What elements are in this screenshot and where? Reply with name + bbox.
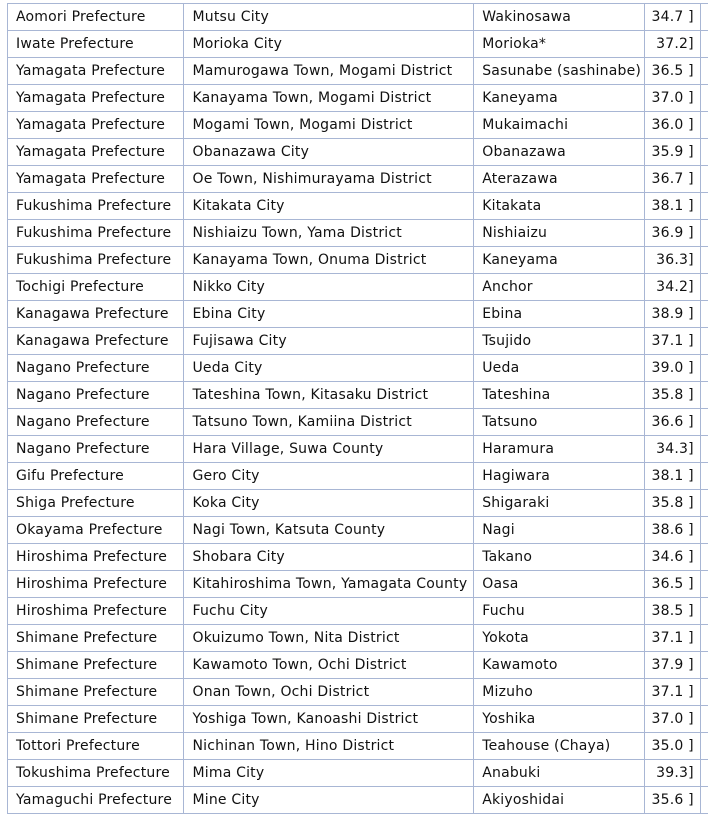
station-cell: Fuchu (474, 598, 645, 625)
temperature-cell: 38.5 ] (645, 598, 701, 625)
station-cell: Aterazawa (474, 166, 645, 193)
temperature-cell: 37.9 ] (645, 652, 701, 679)
municipality-cell: Kanayama Town, Mogami District (184, 85, 474, 112)
table-row (8, 247, 708, 274)
prefecture-cell: Tottori Prefecture (8, 733, 184, 760)
table-body (8, 4, 708, 814)
station-cell: Kaneyama (474, 85, 645, 112)
municipality-cell: Tatsuno Town, Kamiina District (184, 409, 474, 436)
table-row (8, 409, 708, 436)
table-row (8, 598, 708, 625)
temperature-cell: 35.9 ] (645, 139, 701, 166)
temperature-cell: 38.6 ] (645, 517, 701, 544)
table-row (8, 31, 708, 58)
trailing-cell (700, 463, 708, 490)
trailing-cell (700, 139, 708, 166)
temperature-cell: 34.3] (645, 436, 701, 463)
trailing-cell (700, 355, 708, 382)
table-row (8, 274, 708, 301)
prefecture-cell: Shimane Prefecture (8, 652, 184, 679)
prefecture-cell: Gifu Prefecture (8, 463, 184, 490)
table-row (8, 220, 708, 247)
table-row (8, 679, 708, 706)
station-cell: Tatsuno (474, 409, 645, 436)
table-row (8, 301, 708, 328)
municipality-cell: Mima City (184, 760, 474, 787)
table-row (8, 58, 708, 85)
trailing-cell (700, 247, 708, 274)
station-cell: Tsujido (474, 328, 645, 355)
station-cell: Tateshina (474, 382, 645, 409)
prefecture-cell: Shiga Prefecture (8, 490, 184, 517)
station-cell: Kawamoto (474, 652, 645, 679)
table-row (8, 625, 708, 652)
table-row (8, 193, 708, 220)
station-cell: Hagiwara (474, 463, 645, 490)
trailing-cell (700, 760, 708, 787)
station-cell: Haramura (474, 436, 645, 463)
temperature-cell: 36.3] (645, 247, 701, 274)
prefecture-cell: Aomori Prefecture (8, 4, 184, 31)
table-row (8, 112, 708, 139)
trailing-cell (700, 166, 708, 193)
prefecture-cell: Hiroshima Prefecture (8, 544, 184, 571)
municipality-cell: Mogami Town, Mogami District (184, 112, 474, 139)
station-cell: Kitakata (474, 193, 645, 220)
temperature-cell: 38.9 ] (645, 301, 701, 328)
station-cell: Anchor (474, 274, 645, 301)
temperature-cell: 36.0 ] (645, 112, 701, 139)
temperature-cell: 36.9 ] (645, 220, 701, 247)
station-cell: Wakinosawa (474, 4, 645, 31)
municipality-cell: Kitahiroshima Town, Yamagata County (184, 571, 474, 598)
municipality-cell: Hara Village, Suwa County (184, 436, 474, 463)
municipality-cell: Nishiaizu Town, Yama District (184, 220, 474, 247)
temperature-cell: 36.5 ] (645, 58, 701, 85)
municipality-cell: Onan Town, Ochi District (184, 679, 474, 706)
municipality-cell: Nichinan Town, Hino District (184, 733, 474, 760)
table-row (8, 328, 708, 355)
temperature-cell: 36.6 ] (645, 409, 701, 436)
prefecture-cell: Nagano Prefecture (8, 409, 184, 436)
municipality-cell: Fujisawa City (184, 328, 474, 355)
municipality-cell: Yoshiga Town, Kanoashi District (184, 706, 474, 733)
prefecture-cell: Yamagata Prefecture (8, 85, 184, 112)
prefecture-cell: Hiroshima Prefecture (8, 598, 184, 625)
temperature-cell: 35.6 ] (645, 787, 701, 814)
temperature-cell: 39.0 ] (645, 355, 701, 382)
table-row (8, 382, 708, 409)
table-row (8, 4, 708, 31)
trailing-cell (700, 598, 708, 625)
municipality-cell: Mine City (184, 787, 474, 814)
temperature-cell: 38.1 ] (645, 193, 701, 220)
trailing-cell (700, 625, 708, 652)
prefecture-cell: Yamagata Prefecture (8, 58, 184, 85)
municipality-cell: Koka City (184, 490, 474, 517)
prefecture-cell: Hiroshima Prefecture (8, 571, 184, 598)
temperature-cell: 34.2] (645, 274, 701, 301)
prefecture-cell: Fukushima Prefecture (8, 193, 184, 220)
station-cell: Nishiaizu (474, 220, 645, 247)
table-row (8, 706, 708, 733)
temperature-cell: 37.1 ] (645, 328, 701, 355)
station-cell: Akiyoshidai (474, 787, 645, 814)
prefecture-cell: Fukushima Prefecture (8, 220, 184, 247)
station-cell: Obanazawa (474, 139, 645, 166)
trailing-cell (700, 787, 708, 814)
temperature-records-table (7, 3, 708, 814)
prefecture-cell: Nagano Prefecture (8, 382, 184, 409)
station-cell: Kaneyama (474, 247, 645, 274)
table-row (8, 85, 708, 112)
temperature-cell: 34.7 ] (645, 4, 701, 31)
municipality-cell: Gero City (184, 463, 474, 490)
municipality-cell: Ebina City (184, 301, 474, 328)
municipality-cell: Oe Town, Nishimurayama District (184, 166, 474, 193)
prefecture-cell: Tokushima Prefecture (8, 760, 184, 787)
station-cell: Yokota (474, 625, 645, 652)
station-cell: Sasunabe (sashinabe) (474, 58, 645, 85)
temperature-cell: 36.7 ] (645, 166, 701, 193)
station-cell: Ueda (474, 355, 645, 382)
municipality-cell: Nikko City (184, 274, 474, 301)
table-row (8, 571, 708, 598)
trailing-cell (700, 58, 708, 85)
table-row (8, 355, 708, 382)
temperature-cell: 37.0 ] (645, 85, 701, 112)
table-row (8, 760, 708, 787)
municipality-cell: Okuizumo Town, Nita District (184, 625, 474, 652)
station-cell: Shigaraki (474, 490, 645, 517)
municipality-cell: Morioka City (184, 31, 474, 58)
table-row (8, 463, 708, 490)
municipality-cell: Kawamoto Town, Ochi District (184, 652, 474, 679)
trailing-cell (700, 544, 708, 571)
temperature-cell: 38.1 ] (645, 463, 701, 490)
table-row (8, 517, 708, 544)
trailing-cell (700, 220, 708, 247)
station-cell: Nagi (474, 517, 645, 544)
station-cell: Teahouse (Chaya) (474, 733, 645, 760)
trailing-cell (700, 301, 708, 328)
municipality-cell: Shobara City (184, 544, 474, 571)
temperature-cell: 37.1 ] (645, 625, 701, 652)
station-cell: Ebina (474, 301, 645, 328)
trailing-cell (700, 31, 708, 58)
prefecture-cell: Yamaguchi Prefecture (8, 787, 184, 814)
prefecture-cell: Kanagawa Prefecture (8, 301, 184, 328)
table-row (8, 652, 708, 679)
municipality-cell: Kitakata City (184, 193, 474, 220)
table-row (8, 166, 708, 193)
prefecture-cell: Nagano Prefecture (8, 355, 184, 382)
trailing-cell (700, 706, 708, 733)
municipality-cell: Fuchu City (184, 598, 474, 625)
prefecture-cell: Fukushima Prefecture (8, 247, 184, 274)
trailing-cell (700, 571, 708, 598)
station-cell: Anabuki (474, 760, 645, 787)
prefecture-cell: Shimane Prefecture (8, 706, 184, 733)
station-cell: Yoshika (474, 706, 645, 733)
municipality-cell: Tateshina Town, Kitasaku District (184, 382, 474, 409)
prefecture-cell: Yamagata Prefecture (8, 139, 184, 166)
trailing-cell (700, 679, 708, 706)
trailing-cell (700, 328, 708, 355)
prefecture-cell: Yamagata Prefecture (8, 112, 184, 139)
station-cell: Oasa (474, 571, 645, 598)
prefecture-cell: Tochigi Prefecture (8, 274, 184, 301)
table-row (8, 139, 708, 166)
prefecture-cell: Shimane Prefecture (8, 625, 184, 652)
temperature-cell: 35.8 ] (645, 490, 701, 517)
trailing-cell (700, 193, 708, 220)
municipality-cell: Mamurogawa Town, Mogami District (184, 58, 474, 85)
table-row (8, 490, 708, 517)
prefecture-cell: Kanagawa Prefecture (8, 328, 184, 355)
table-row (8, 544, 708, 571)
trailing-cell (700, 4, 708, 31)
trailing-cell (700, 409, 708, 436)
table-row (8, 787, 708, 814)
trailing-cell (700, 274, 708, 301)
municipality-cell: Mutsu City (184, 4, 474, 31)
prefecture-cell: Nagano Prefecture (8, 436, 184, 463)
prefecture-cell: Okayama Prefecture (8, 517, 184, 544)
temperature-cell: 35.8 ] (645, 382, 701, 409)
temperature-cell: 35.0 ] (645, 733, 701, 760)
station-cell: Takano (474, 544, 645, 571)
temperature-cell: 37.0 ] (645, 706, 701, 733)
station-cell: Mukaimachi (474, 112, 645, 139)
trailing-cell (700, 733, 708, 760)
trailing-cell (700, 436, 708, 463)
table-row (8, 436, 708, 463)
trailing-cell (700, 652, 708, 679)
temperature-cell: 36.5 ] (645, 571, 701, 598)
trailing-cell (700, 85, 708, 112)
municipality-cell: Kanayama Town, Onuma District (184, 247, 474, 274)
prefecture-cell: Yamagata Prefecture (8, 166, 184, 193)
station-cell: Mizuho (474, 679, 645, 706)
trailing-cell (700, 517, 708, 544)
temperature-cell: 37.1 ] (645, 679, 701, 706)
trailing-cell (700, 490, 708, 517)
temperature-cell: 34.6 ] (645, 544, 701, 571)
station-cell: Morioka* (474, 31, 645, 58)
trailing-cell (700, 382, 708, 409)
municipality-cell: Ueda City (184, 355, 474, 382)
prefecture-cell: Iwate Prefecture (8, 31, 184, 58)
table-row (8, 733, 708, 760)
temperature-cell: 37.2] (645, 31, 701, 58)
municipality-cell: Nagi Town, Katsuta County (184, 517, 474, 544)
prefecture-cell: Shimane Prefecture (8, 679, 184, 706)
trailing-cell (700, 112, 708, 139)
temperature-cell: 39.3] (645, 760, 701, 787)
municipality-cell: Obanazawa City (184, 139, 474, 166)
